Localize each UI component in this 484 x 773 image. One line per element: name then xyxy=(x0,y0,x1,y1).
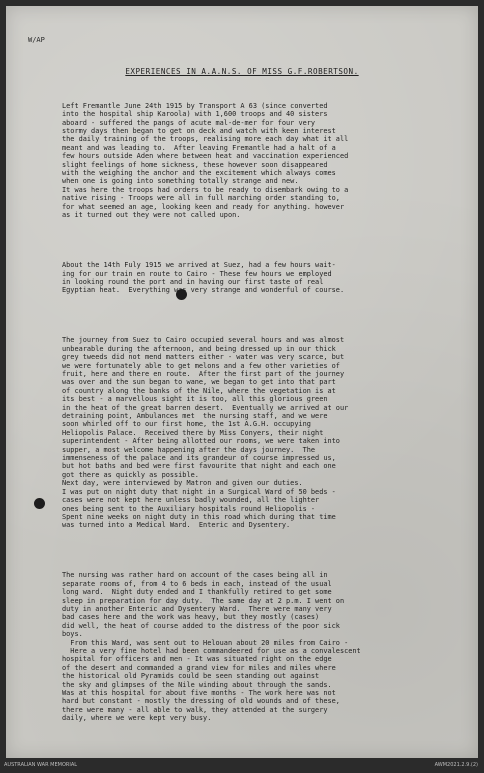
document-title: EXPERIENCES IN A.A.N.S. OF MISS G.F.ROBERTSON. xyxy=(125,67,359,76)
punch-hole-bottom xyxy=(34,498,45,509)
document-page xyxy=(6,6,478,758)
document-reference: W/AP xyxy=(28,36,45,44)
document-body xyxy=(62,85,462,739)
archive-footer xyxy=(0,758,484,773)
paragraph-2: About the 14th Fuly 1915 we arrived at Suez, had a few hours wait- ing for our train en route to Cairo - These few hours we employed in looking round the port and in having our first taste of real Egyptian heat. Everything was very strange and wonderful of course. xyxy=(62,261,345,295)
footer-institution: AUSTRALIAN WAR MEMORIAL xyxy=(4,762,78,768)
footer-catalogue-number: AWM2021.2.9.(2) xyxy=(434,762,478,768)
paragraph-3: The journey from Suez to Cairo occupied several hours and was almost unbearable during the afternoon, and being dressed up in our thick grey tweeds did not mend matters either - water was very scarce, but we were fortunately able to get melons and a few other varieties of fruit, here and there en route. After the first part of the journey was over and the sun began to wane, we began to get into that part of country along the banks of the Nile, where the vegetation is at its best - a marvellous sight it is too, all this glorious green in the heat of the great barren desert. Eventually we arrived at our detraining point, Ambulances met the nursing staff, and we were soon whirled off to our first home, the 1st A.G.H. occupying Heliopolis Palace. Received there by Miss Conyers, their night superintendent - After being allotted our rooms, we were taken into supper, a most welcome happening after the days journey. The immenseness of the palace and its grandeur of course impressed us, but hot baths and bed were first favourite that night and each one got there as quickly as possible. Next day, were interviewed by Matron and given our duties. I was put on night duty that night in a Surgical Ward of 50 beds - cases were not kept here unless badly wounded, all the lighter ones being sent to the Auxiliary hospitals round Heliopolis - Spent nine weeks on night duty in this road which during that time was turned into a Medical Ward. Enteric and Dysentery. xyxy=(62,336,349,530)
paragraph-1: Left Fremantle June 24th 1915 by Transport A 63 (since converted into the hospital ship Karoola) with 1,600 troops and 40 sisters aboard - suffered the pangs of acute mal-de-mer for four very stormy days then began to get on deck and watch with keen interest the daily training of the troops, realising more each day what it all meant and was leading to. After leaving Fremantle had a halt of a few hours outside Aden where between heat and vaccination experienced slight feelings of home sickness, these however soon disappeared with the weighing the anchor and the excitement which always comes when one is going into something totally strange and new. It was here the troops had orders to be ready to disembark owing to a native rising - Troops were all in full marching order standing to, for what seemed an age, looking keen and ready for anything. however as it turned out they were not called upon. xyxy=(62,101,349,220)
paragraph-4: The nursing was rather hard on account of the cases being all in separate rooms of, from 4 to 6 beds in each, instead of the usual long ward. Night duty ended and I thankfully retired to get some sleep in preparation for day duty. The same day at 2 p.m. I went on duty in another Enteric and Dysentery Ward. There were many very bad cases here and the work was heavy, but they mostly (cases) did well, the heat of course added to the distress of the poor sick boys. From this Ward, was sent out to Helouan about 20 miles from Cairo - Here a very fine hotel had been commandeered for use as a convalescent hospital for officers and men - It was situated right on the edge of the desert and commanded a grand view for miles and miles where the historical old Pyramids could be seen standing out against the sky and glimpses of the Nile winding about through the sands. Was at this hospital for about five months - The work here was not hard but constant - mostly the dressing of old wounds and of these, there were many - all able to walk, they attended at the surgery daily, where we were kept very busy. xyxy=(62,571,361,723)
